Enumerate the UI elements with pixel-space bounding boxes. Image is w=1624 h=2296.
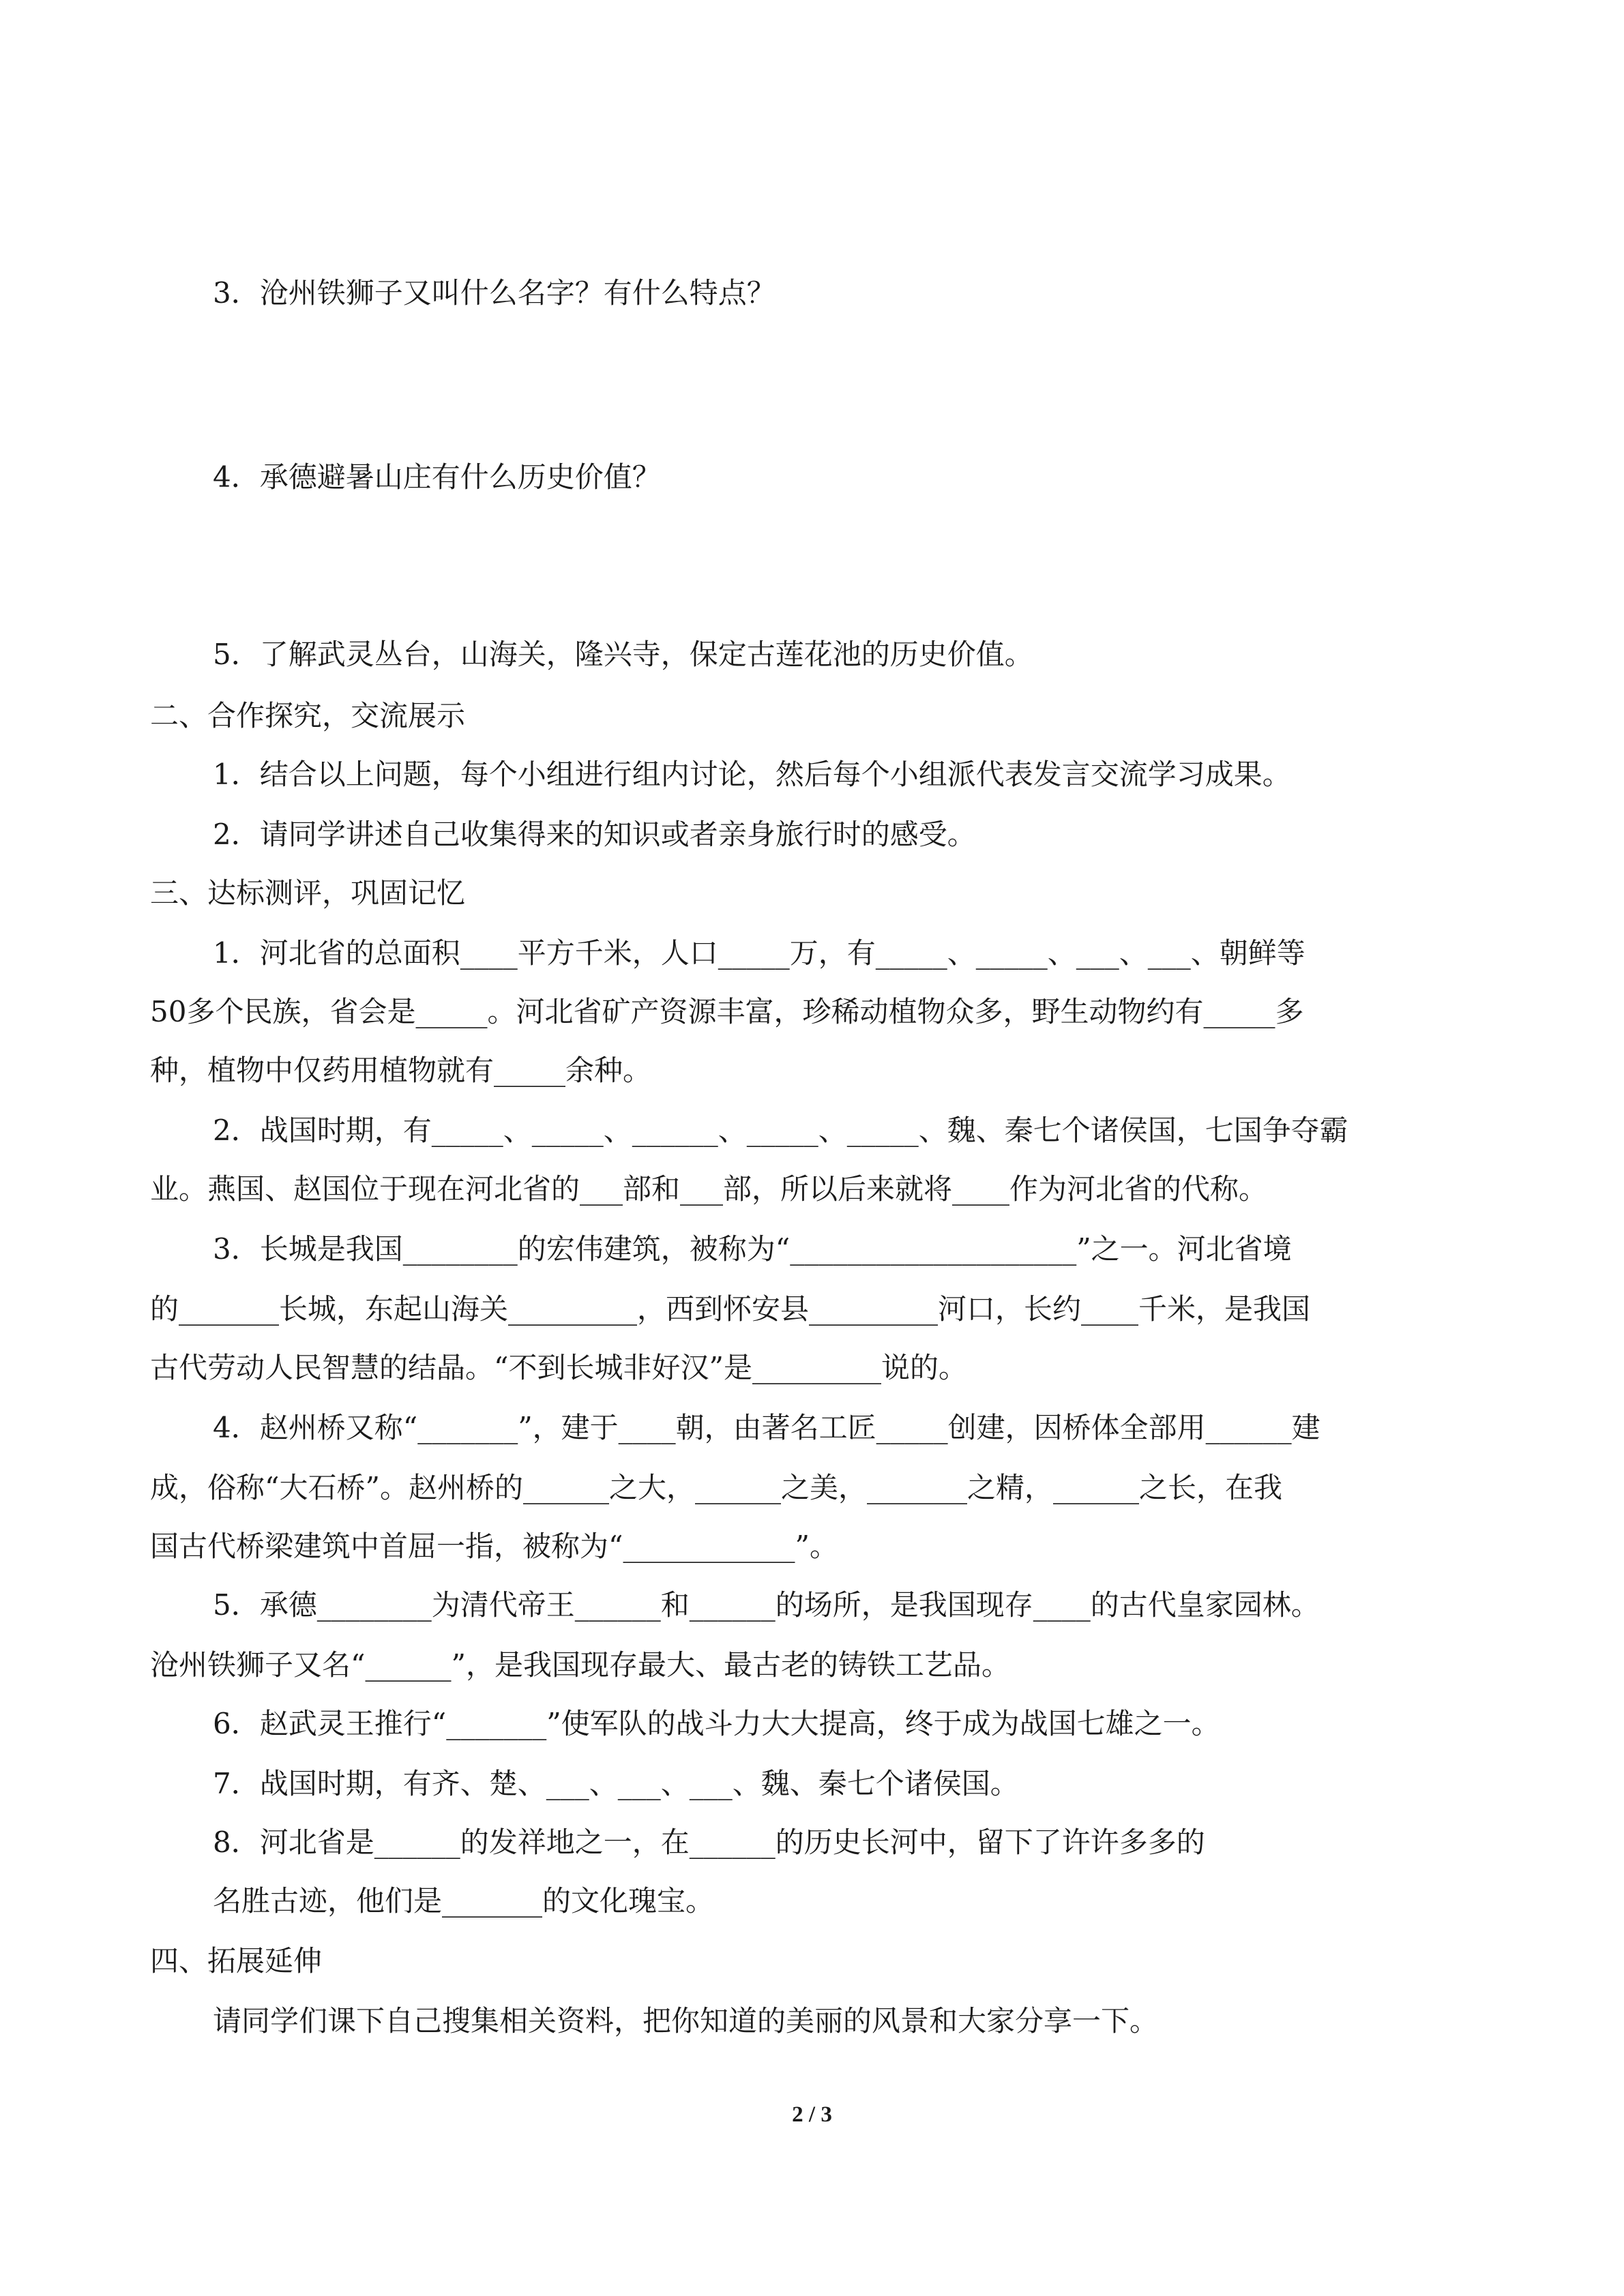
section2-item-2: 2．请同学讲述自己收集得来的知识或者亲身旅行时的感受。 <box>213 818 976 851</box>
test-item-8-line-2: 名胜古迹，他们是_______的文化瑰宝。 <box>213 1884 715 1918</box>
section-heading-2: 二、合作探究，交流展示 <box>150 699 466 732</box>
test-item-1-line-3: 种，植物中仅药用植物就有_____余种。 <box>150 1054 652 1087</box>
test-item-4-line-3: 国古代桥梁建筑中首屈一指，被称为“____________”。 <box>150 1530 838 1563</box>
test-item-3-line-1: 3．长城是我国________的宏伟建筑，被称为“____________________”之一。河北省境 <box>213 1232 1292 1266</box>
page-number: 2 / 3 <box>792 2102 832 2127</box>
test-item-7: 7．战国时期，有齐、楚、___、___、___、魏、秦七个诸侯国。 <box>213 1767 1019 1800</box>
test-item-2-line-1: 2．战国时期，有_____、_____、______、_____、_____、魏、秦七个诸侯国，七国争夺霸 <box>213 1114 1348 1147</box>
test-item-4-line-2: 成，俗称“大石桥”。赵州桥的______之大，______之美，_______之精，______之长，在我 <box>150 1471 1282 1504</box>
test-item-5-line-2: 沧州铁狮子又名“______”，是我国现存最大、最古老的铸铁工艺品。 <box>150 1648 1010 1682</box>
test-item-8-line-1: 8．河北省是______的发祥地之一，在______的历史长河中，留下了许许多多的 <box>213 1825 1205 1859</box>
section-heading-3: 三、达标测评，巩固记忆 <box>150 876 466 910</box>
test-item-4-line-1: 4．赵州桥又称“_______”，建于____朝，由著名工匠_____创建，因桥体全部用______建 <box>213 1411 1320 1444</box>
section2-item-1: 1．结合以上问题，每个小组进行组内讨论，然后每个小组派代表发言交流学习成果。 <box>213 758 1291 791</box>
extension-text: 请同学们课下自己搜集相关资料，把你知道的美丽的风景和大家分享一下。 <box>213 2004 1159 2038</box>
test-item-3-line-2: 的_______长城，东起山海关_________，西到怀安县_________河口，长约____千米，是我国 <box>150 1292 1311 1326</box>
question-5: 5．了解武灵丛台，山海关，隆兴寺，保定古莲花池的历史价值。 <box>213 638 1033 671</box>
section-heading-4: 四、拓展延伸 <box>150 1944 323 1978</box>
test-item-5-line-1: 5．承德________为清代帝王______和______的场所，是我国现存____的古代皇家园林。 <box>213 1588 1320 1622</box>
test-item-6: 6．赵武灵王推行“_______”使军队的战斗力大大提高，终于成为战国七雄之一。 <box>213 1707 1220 1740</box>
test-item-2-line-2: 业。燕国、赵国位于现在河北省的___部和___部，所以后来就将____作为河北省的代称。 <box>150 1172 1268 1206</box>
test-item-1-line-2: 50多个民族，省会是_____。河北省矿产资源丰富，珍稀动植物众多，野生动物约有_____多 <box>150 995 1304 1028</box>
test-item-3-line-3: 古代劳动人民智慧的结晶。“不到长城非好汉”是_________说的。 <box>150 1351 967 1384</box>
test-item-1-line-1: 1．河北省的总面积____平方千米，人口_____万，有_____、_____、___、___、朝鲜等 <box>213 936 1305 970</box>
question-4: 4．承德避暑山庄有什么历史价值？ <box>213 460 661 494</box>
question-3: 3．沧州铁狮子又叫什么名字？有什么特点？ <box>213 276 776 310</box>
